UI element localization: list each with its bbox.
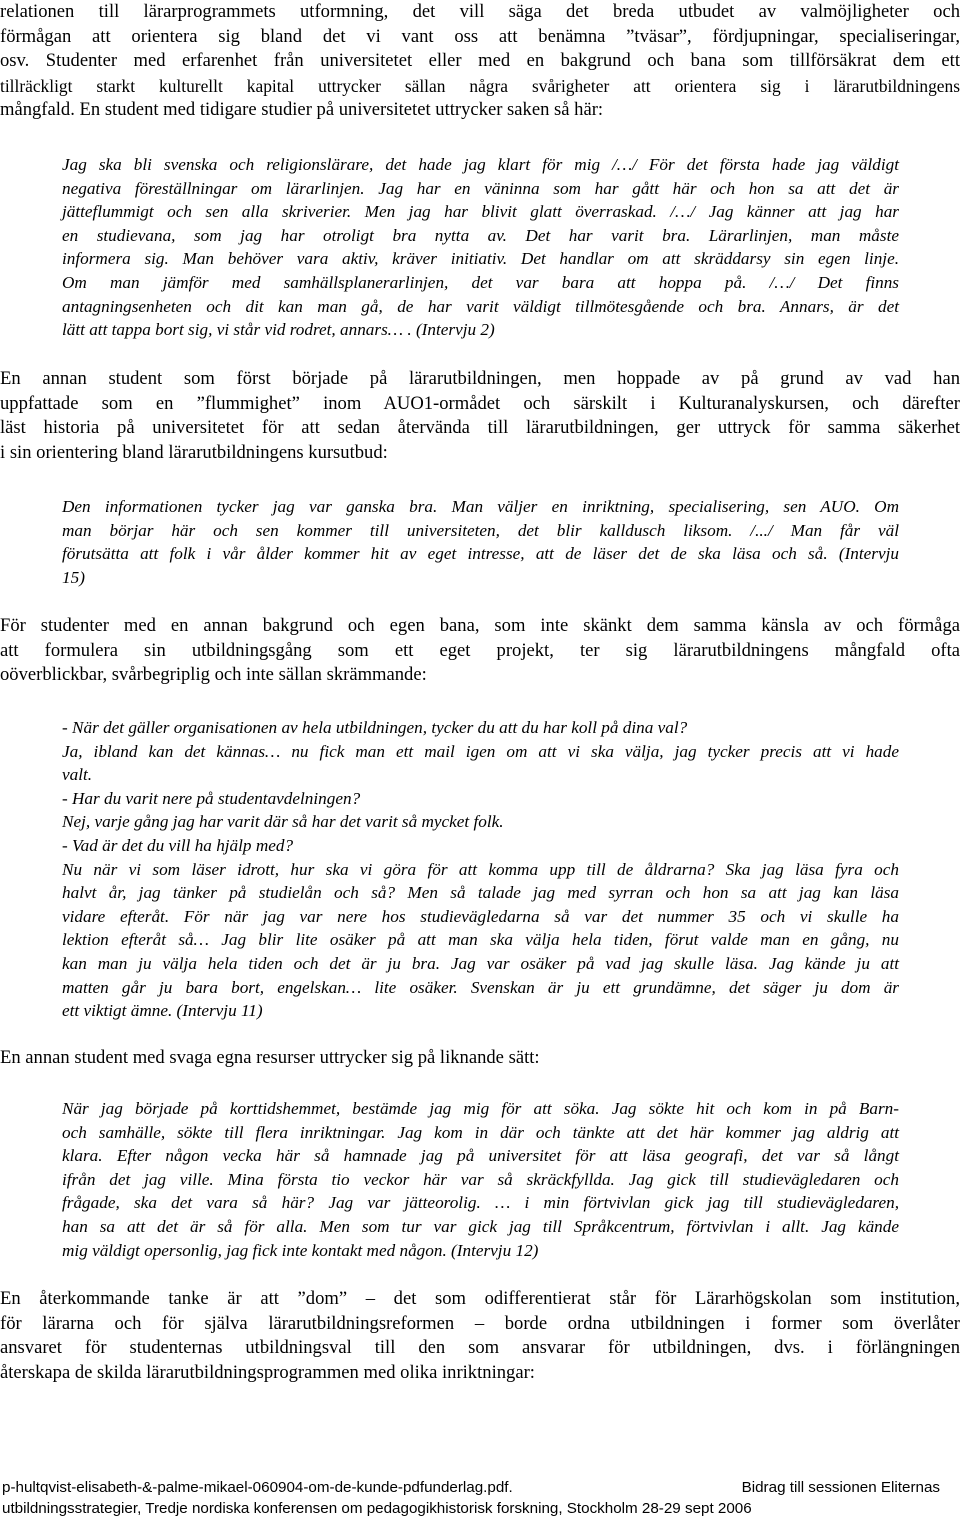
text-line: tillräckligt starkt kulturellt kapital uttrycker sällan några svårigheter att orientera sig i lärarutbildningens: [0, 75, 960, 96]
quote-line: negativa föreställningar om lärarlinjen. Jag har en väninna som har gått här och hon sa att det är: [62, 178, 899, 198]
quote-line: halvt år, jag tänker på studielån och så? Men så talade jag med syrran och hon sa att jag kan läsa: [62, 883, 899, 903]
quote-line: ett viktigt ämne. (Intervju 11): [62, 1001, 263, 1021]
quote-line: Ja, ibland kan det kännas… nu fick man ett mail igen om att vi ska välja, jag tycker precis att vi hade: [62, 741, 899, 761]
quote-line: matten går ju bara bort, engelskan… lite osäker. Svenskan är ju ett grundämne, det säger ju dom är: [62, 977, 899, 997]
text-line: förmågan att orientera sig bland det vi vant oss att benämna ”tväsar”, fördjupningar, specialiseringar,: [0, 25, 960, 47]
quote-line: jätteflummigt och sen alla skriverier. Men jag har blivit glatt överraskad. /…/ Jag känner att jag har: [62, 202, 899, 222]
text-line: för lärarna och för själva lärarutbildningsreformen – borde ordna utbildningen i former som överlåter: [0, 1312, 960, 1334]
quote-line: lektion efteråt så… Jag blir lite osäker på att man ska välja hela tiden, förut valde man en gång, nu: [62, 930, 899, 950]
interview-quote-15: [62, 495, 899, 589]
text-line: En återkommande tanke är att ”dom” – det som odifferentierat står för Lärarhögskolan som institution,: [0, 1288, 960, 1309]
quote-line: informera sig. Man behöver vara aktiv, kräver initiativ. Det handlar om att skräddarsy sin egen linje.: [62, 249, 899, 269]
quote-line: man börjar här och sen kommer till universiteten, det blir kalldusch liksom. /.../ Man får väl: [62, 520, 899, 540]
text-line: att formulera sin utbildningsgång som ett eget projekt, ter sig lärarutbildningens mångfald ofta: [0, 639, 960, 661]
quote-line: 15): [62, 567, 85, 587]
text-line: oöverblickbar, svårbegriplig och inte sällan skrämmande:: [0, 664, 427, 685]
paragraph-student-returned: [0, 367, 960, 465]
quote-line: - Har du varit nere på studentavdelningen?: [62, 788, 361, 808]
interview-quote-12: [62, 1097, 899, 1262]
paragraph-other-background: [0, 614, 960, 688]
text-line: återskapa de skilda lärarutbildningsprogrammen med olika inriktningar:: [0, 1361, 535, 1383]
quote-line: Om man jämför med samhällsplanerarlinjen, det var bara att hoppa på. /…/ Det finns: [62, 272, 899, 292]
page-footer: [0, 1477, 960, 1517]
quote-line: När jag började på korttidshemmet, bestämde jag mig för att söka. Jag sökte hit och kom in på Barn-: [62, 1099, 899, 1118]
interview-quote-11: [62, 716, 899, 1023]
quote-line: Jag ska bli svenska och religionslärare, det hade jag klart för mig /…/ För det första hade jag väldigt: [62, 155, 899, 174]
quote-line: en studievana, som jag har otroligt bra nytta av. Det har varit bra. Lärarlinjen, man måste: [62, 225, 899, 245]
paragraph-weak-resources: [0, 1046, 960, 1071]
text-line: relationen till lärarprogrammets utformning, det vill säga det breda utbudet av valmöjligheter och: [0, 1, 960, 22]
quote-line: antagningsenheten och dit kan man gå, de har varit väldigt tillmötesgående och bra. Annars, är det: [62, 296, 899, 316]
quote-line: förutsätta att folk i vår ålder kommer hit av eget intresse, att de läser det de ska läsa och så. (Intervju: [62, 544, 899, 564]
quote-line: Nu när vi som läser idrott, hur ska vi göra för att komma upp till de åldrarna? Ska jag läsa fyra och: [62, 859, 899, 879]
quote-line: han sa att det är så för alla. Men som tur var gick jag till Språkcentrum, förtvivlan i allt. Jag kände: [62, 1216, 899, 1236]
text-line: mångfald. En student med tidigare studier på universitetet uttrycker saken så här:: [0, 99, 604, 120]
text-line: För studenter med en annan bakgrund och egen bana, som inte skänkt dem samma känsla av och förmåga: [0, 615, 960, 636]
text-line: läst historia på universitetet för att sedan återvända till lärarutbildningen, ger uttryck för samma säkerhet: [0, 417, 960, 438]
footer-conference: utbildningsstrategier, Tredje nordiska konferensen om pedagogikhistorisk forskning, Stockholm 28-29 sept 2006: [2, 1500, 752, 1517]
text-line: uppfattade som en ”flummighet” inom AUO1-ormådet och särskilt i Kulturanalyskursen, och därefter: [0, 392, 960, 414]
quote-line: vidare efteråt. För när jag var nere hos studievägledarna så var det nummer 35 och vi skulle ha: [62, 906, 899, 926]
text-line: i sin orientering bland lärarutbildningens kursutbud:: [0, 441, 388, 463]
quote-line: Den informationen tycker jag var ganska bra. Man väljer en inriktning, specialisering, sen AUO. Om: [62, 497, 899, 516]
quote-line: lätt att tappa bort sig, vi står vid rodret, annars… . (Intervju 2): [62, 320, 495, 340]
paragraph-student-orientation: [0, 0, 960, 123]
quote-line: och samhälle, sökte till flera inriktningar. Jag kom in där och tänkte att det här kommer jag aldrig att: [62, 1122, 899, 1142]
quote-line: klara. Efter någon vecka här så hamnade jag på universitet för att läsa geografi, det var så långt: [62, 1146, 899, 1166]
quote-line: Nej, varje gång jag har varit där så har det varit så mycket folk.: [62, 812, 504, 832]
quote-line: ifrån det jag ville. Mina första tio veckor här var så skräckfyllda. Jag gick till studievägledaren och: [62, 1169, 899, 1189]
text-line: En annan student med svaga egna resurser uttrycker sig på liknande sätt:: [0, 1047, 540, 1068]
footer-contribution: Bidrag till sessionen Eliternas: [741, 1479, 940, 1496]
text-line: osv. Studenter med erfarenhet från universitetet eller med en bakgrund och bana som tillförsäkrat dem ett: [0, 50, 960, 71]
text-line: ansvaret för studenternas utbildningsval till den som ansvarar för utbildningen, dvs. i förlängningen: [0, 1337, 960, 1358]
quote-line: valt.: [62, 765, 93, 785]
quote-line: kan man ju välja hela tiden och det är ju bra. Jag var osäker på vad jag skulle läsa. Jag kände ju att: [62, 953, 899, 973]
interview-quote-2: [62, 153, 899, 342]
quote-line: frågade, ska det vara så här? Jag var jätteorolig. … i min förtvivlan gick jag till studievägledaren,: [62, 1193, 899, 1213]
quote-line: - När det gäller organisationen av hela utbildningen, tycker du att du har koll på dina val?: [62, 718, 688, 737]
paragraph-recurring-thought: [0, 1287, 960, 1385]
footer-filename: p-hultqvist-elisabeth-&-palme-mikael-060904-om-de-kunde-pdfunderlag.pdf.: [2, 1479, 513, 1496]
quote-line: mig väldigt opersonlig, jag fick inte kontakt med någon. (Intervju 12): [62, 1240, 539, 1260]
text-line: En annan student som först började på lärarutbildningen, men hoppade av på grund av vad han: [0, 368, 960, 389]
quote-line: - Vad är det du vill ha hjälp med?: [62, 835, 294, 855]
